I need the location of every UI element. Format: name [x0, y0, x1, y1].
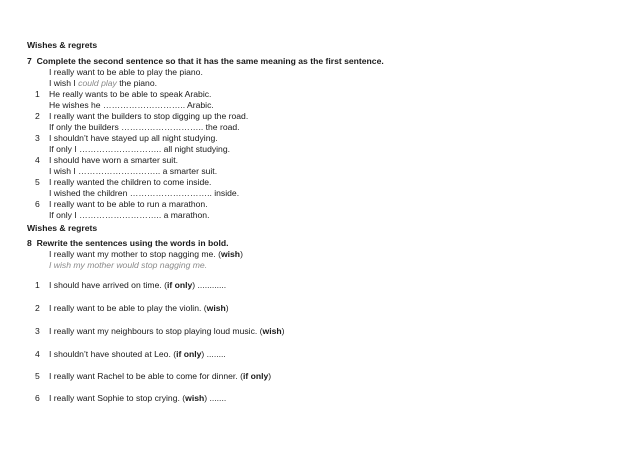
- rewrite-sentence[interactable]: I really want Sophie to stop crying. (wish) .......: [49, 393, 227, 403]
- keyword: wish: [185, 393, 205, 403]
- section-1-heading: Wishes & regrets: [27, 40, 98, 50]
- second-sentence-gap[interactable]: He wishes he ……………………….. Arabic.: [49, 100, 214, 110]
- item-number: 6: [35, 199, 40, 209]
- keyword: if only: [242, 371, 269, 381]
- item-number: 3: [35, 326, 40, 336]
- task-7-example-answer: I wish I could play the piano.: [49, 78, 157, 88]
- item-number: 3: [35, 133, 40, 143]
- first-sentence: I should have worn a smarter suit.: [49, 155, 178, 165]
- rewrite-sentence[interactable]: I shouldn’t have shouted at Leo. (if only) ........: [49, 349, 226, 359]
- item-number: 6: [35, 393, 40, 403]
- second-sentence-gap[interactable]: If only I ……………………….. a marathon.: [49, 210, 210, 220]
- task-8-text: Rewrite the sentences using the words in bold.: [36, 238, 229, 248]
- task-7-number: 7: [27, 56, 32, 66]
- task-7-text: Complete the second sentence so that it has the same meaning as the first sentence.: [36, 56, 384, 66]
- second-sentence-gap[interactable]: If only the builders ……………………….. the road.: [49, 122, 240, 132]
- keyword: if only: [166, 280, 193, 290]
- second-sentence-gap[interactable]: I wish I ……………………….. a smarter suit.: [49, 166, 218, 176]
- keyword: wish: [220, 249, 241, 259]
- rewrite-sentence[interactable]: I really want my neighbours to stop playing loud music. (wish): [49, 326, 285, 336]
- keyword: wish: [206, 303, 226, 313]
- first-sentence: I really wanted the children to come inside.: [49, 177, 212, 187]
- item-number: 4: [35, 155, 40, 165]
- example-answer-word: could play: [78, 78, 117, 88]
- item-number: 2: [35, 111, 40, 121]
- item-number: 2: [35, 303, 40, 313]
- item-number: 1: [35, 89, 40, 99]
- rewrite-sentence[interactable]: I should have arrived on time. (if only) ............: [49, 280, 227, 290]
- second-sentence-gap[interactable]: If only I ……………………….. all night studying.: [49, 144, 231, 154]
- first-sentence: I shouldn’t have stayed up all night studying.: [49, 133, 218, 143]
- keyword: wish: [262, 326, 282, 336]
- task-8-number: 8: [27, 238, 32, 248]
- section-2-heading: Wishes & regrets: [27, 223, 98, 233]
- rewrite-sentence[interactable]: I really want to be able to play the violin. (wish): [49, 303, 229, 313]
- task-7-instruction: [27, 56, 384, 67]
- first-sentence: I really want the builders to stop digging up the road.: [49, 111, 249, 121]
- task-8-instruction: [27, 238, 229, 249]
- first-sentence: I really want to be able to run a marathon.: [49, 199, 208, 209]
- task-8-example-answer: I wish my mother would stop nagging me.: [49, 260, 208, 270]
- task-7-example-sentence: I really want to be able to play the piano.: [49, 67, 203, 77]
- task-8-example-sentence: I really want my mother to stop nagging me. (wish): [49, 249, 243, 259]
- first-sentence: He really wants to be able to speak Arabic.: [49, 89, 212, 99]
- item-number: 5: [35, 371, 40, 381]
- second-sentence-gap[interactable]: I wished the children ……………………….. inside.: [49, 188, 240, 198]
- item-number: 5: [35, 177, 40, 187]
- item-number: 1: [35, 280, 40, 290]
- rewrite-sentence[interactable]: I really want Rachel to be able to come for dinner. (if only): [49, 371, 272, 381]
- item-number: 4: [35, 349, 40, 359]
- keyword: if only: [176, 349, 202, 359]
